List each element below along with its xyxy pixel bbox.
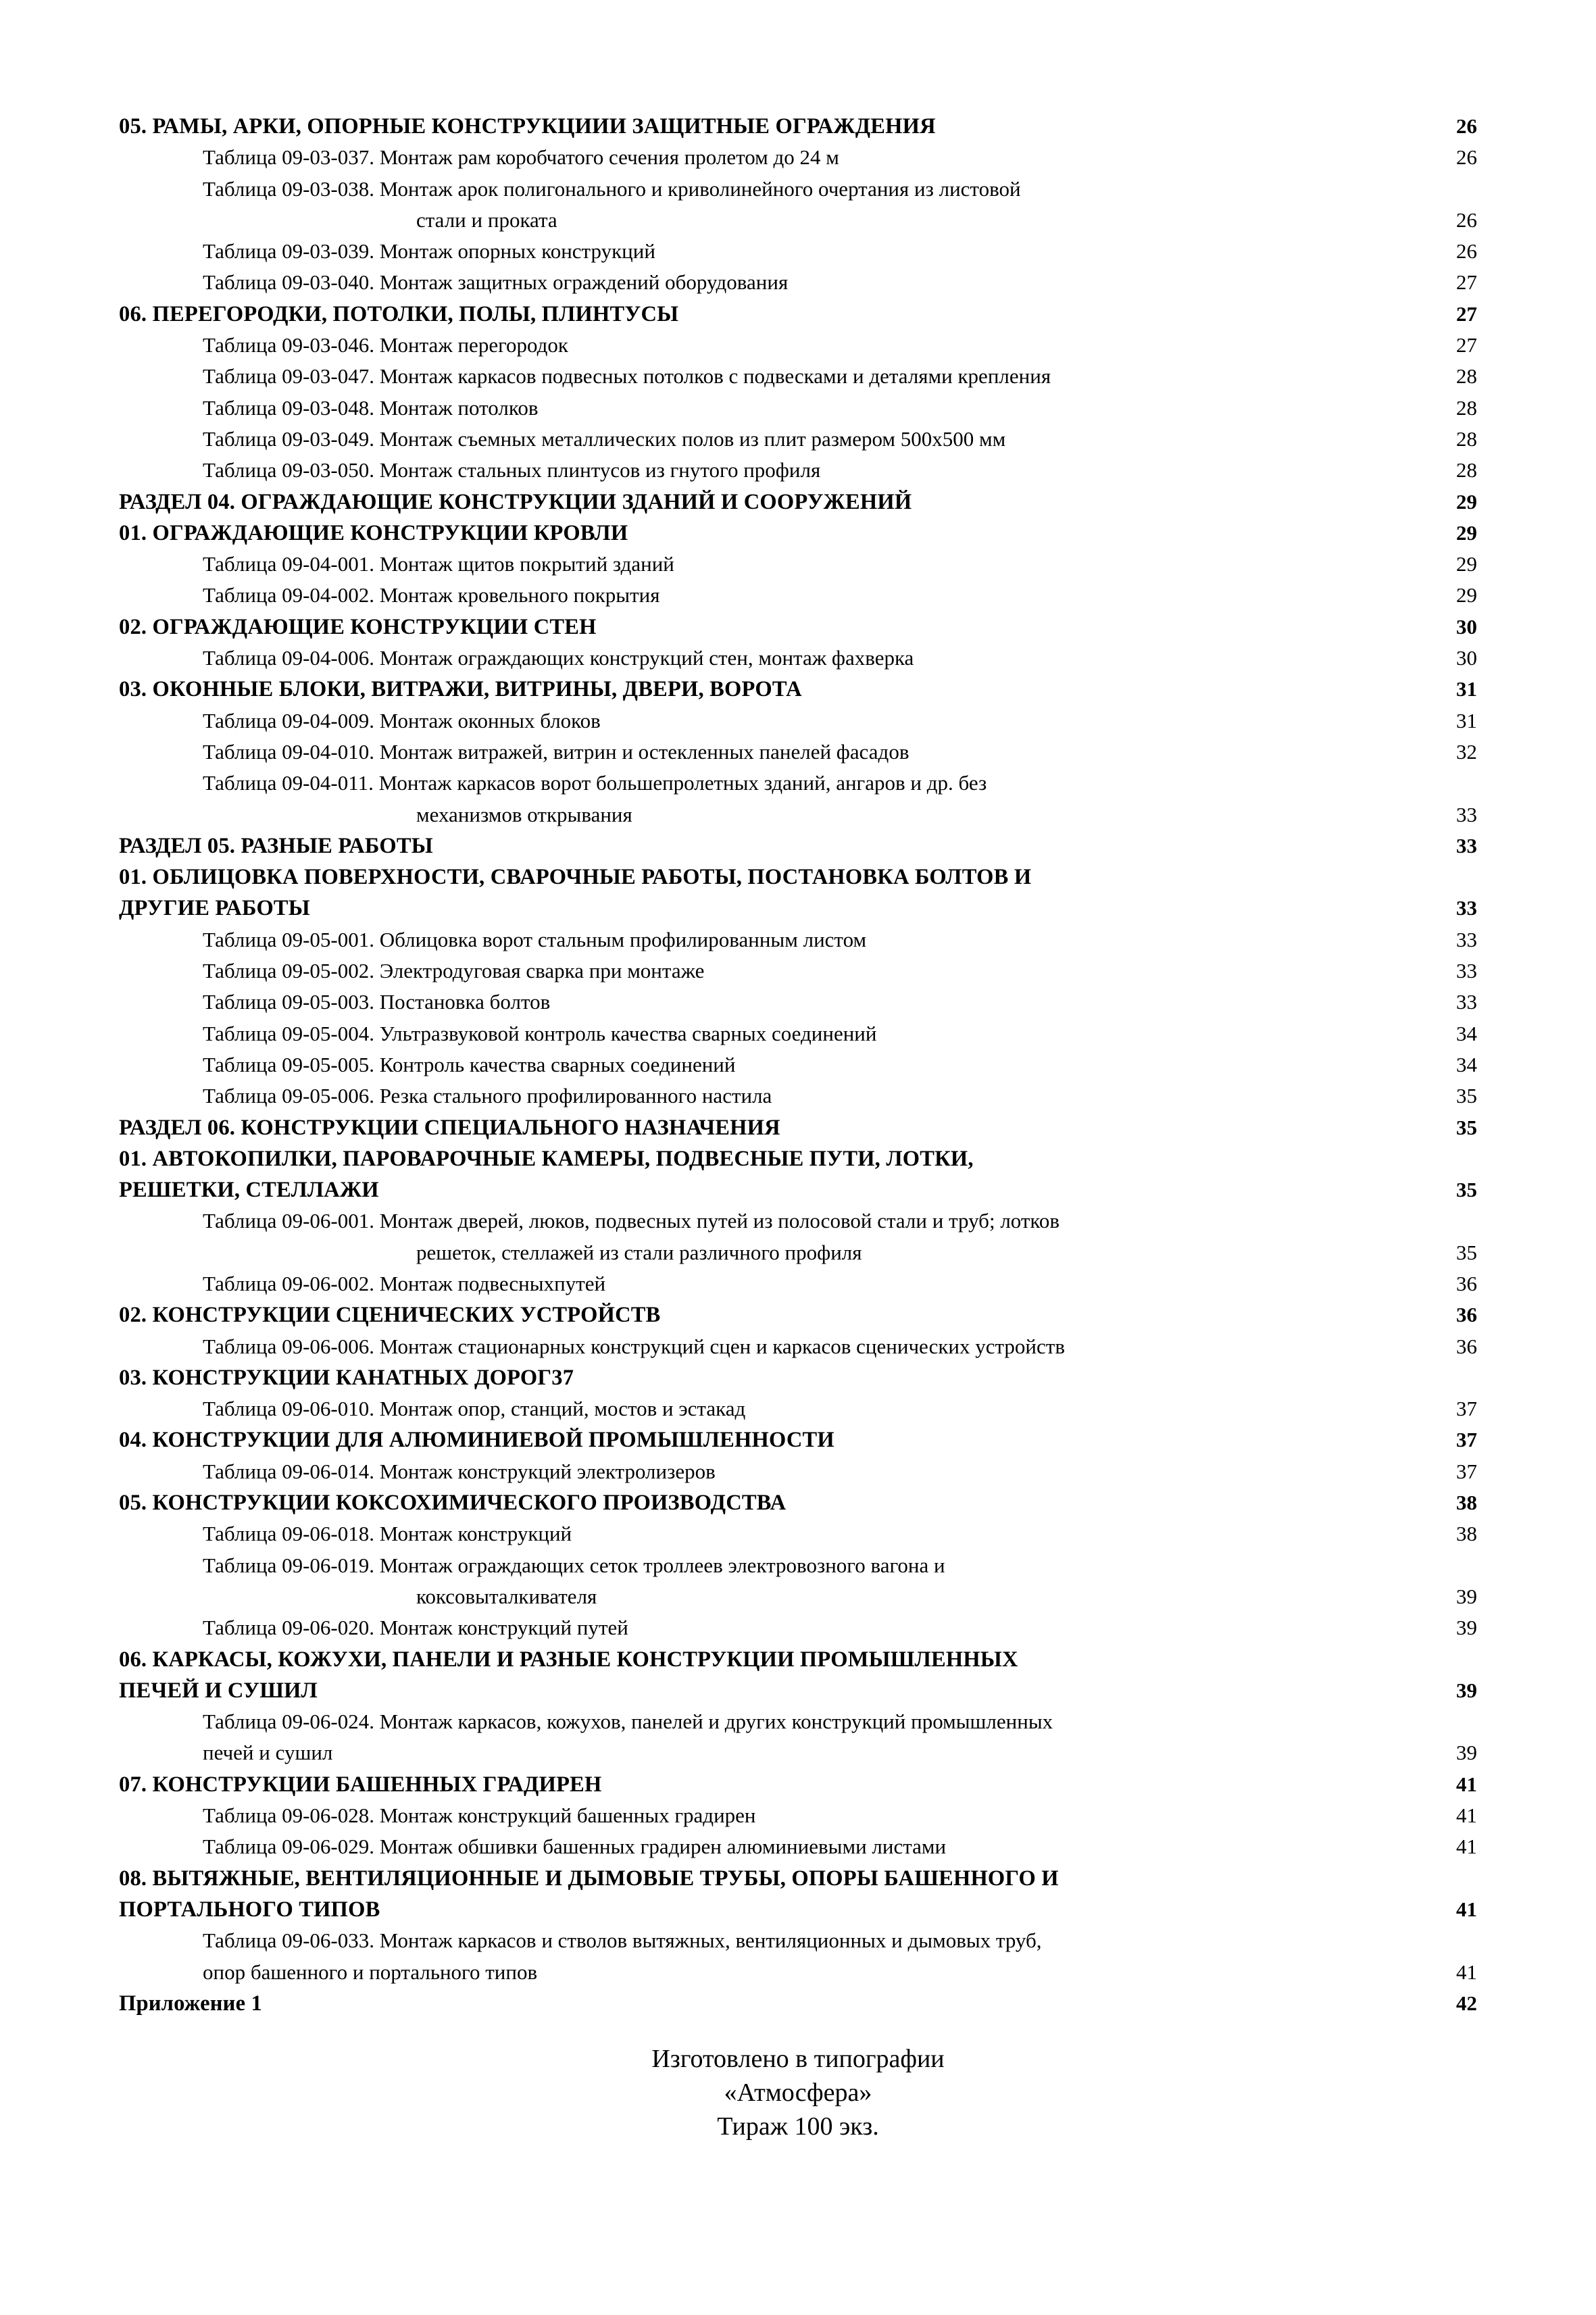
toc-page-number: 26 <box>1456 207 1477 232</box>
table-of-contents <box>119 111 1477 2019</box>
toc-entry-title: коксовыталкивателя <box>416 1584 597 1608</box>
toc-entry <box>119 236 1477 267</box>
toc-entry-title: Таблица 09-03-038. Монтаж арок полигонального и криволинейного очертания из листовой <box>203 176 1021 201</box>
toc-entry-title: Таблица 09-06-006. Монтаж стационарных конструкций сцен и каркасов сценических устройств <box>203 1334 1065 1358</box>
toc-page-number: 28 <box>1456 364 1477 389</box>
toc-page-number: 29 <box>1456 552 1477 576</box>
toc-page-number: 26 <box>1456 145 1477 170</box>
toc-page-number: 28 <box>1456 426 1477 451</box>
toc-page-number: 34 <box>1456 1052 1477 1076</box>
toc-entry-title: Таблица 09-05-004. Ультразвуковой контроль качества сварных соединений <box>203 1021 877 1045</box>
toc-entry-title: Таблица 09-06-033. Монтаж каркасов и стволов вытяжных, вентиляционных и дымовых труб, <box>203 1928 1042 1953</box>
toc-page-number: 36 <box>1456 1334 1477 1358</box>
toc-page-number: 37 <box>1456 1459 1477 1483</box>
toc-entry <box>119 987 1477 1018</box>
toc-page-number: 27 <box>1456 301 1477 326</box>
toc-entry-title: 01. ОБЛИЦОВКА ПОВЕРХНОСТИ, СВАРОЧНЫЕ РАБОТЫ, ПОСТАНОВКА БОЛТОВ И <box>119 865 1032 890</box>
toc-entry-title: Таблица 09-03-048. Монтаж потолков <box>203 395 539 420</box>
toc-entry-title: 02. КОНСТРУКЦИИ СЦЕНИЧЕСКИХ УСТРОЙСТВ <box>119 1303 661 1328</box>
toc-entry-title: Таблица 09-04-009. Монтаж оконных блоков <box>203 708 601 732</box>
imprint-footer <box>0 2042 1596 2143</box>
toc-page-number: 36 <box>1456 1271 1477 1295</box>
toc-page-number: 33 <box>1456 896 1477 920</box>
toc-page-number: 41 <box>1456 1897 1477 1921</box>
toc-entry <box>119 1800 1477 1831</box>
toc-page-number: 35 <box>1456 1240 1477 1264</box>
toc-entry-title: Таблица 09-05-006. Резка стального профилированного настила <box>203 1084 772 1108</box>
toc-page-number: 30 <box>1456 614 1477 639</box>
toc-entry-title: Таблица 09-06-014. Монтаж конструкций электролизеров <box>203 1459 716 1483</box>
toc-heading <box>119 1487 1477 1518</box>
toc-heading <box>119 1424 1477 1455</box>
toc-entry <box>119 142 1477 173</box>
toc-entry-title: 05. КОНСТРУКЦИИ КОКСОХИМИЧЕСКОГО ПРОИЗВОДСТВА <box>119 1491 787 1516</box>
toc-entry-title: 05. РАМЫ, АРКИ, ОПОРНЫЕ КОНСТРУКЦИИИ ЗАЩИТНЫЕ ОГРАЖДЕНИЯ <box>119 114 936 139</box>
toc-entry-title: 03. КОНСТРУКЦИИ КАНАТНЫХ ДОРОГ37 <box>119 1365 574 1390</box>
toc-entry <box>119 1737 1477 1768</box>
toc-entry-title: 03. ОКОННЫЕ БЛОКИ, ВИТРАЖИ, ВИТРИНЫ, ДВЕРИ, ВОРОТА <box>119 677 802 702</box>
toc-entry-title: Таблица 09-05-001. Облицовка ворот стальным профилированным листом <box>203 927 867 951</box>
toc-entry-title: ПЕЧЕЙ И СУШИЛ <box>119 1678 318 1703</box>
imprint-line-printer: Изготовлено в типографии <box>651 2045 945 2073</box>
toc-entry-title: Таблица 09-05-005. Контроль качества сварных соединений <box>203 1052 736 1076</box>
toc-entry <box>119 1612 1477 1643</box>
toc-page-number: 37 <box>1456 1397 1477 1421</box>
toc-heading <box>119 1362 1477 1393</box>
toc-entry <box>119 1518 1477 1549</box>
toc-entry <box>119 267 1477 298</box>
toc-page-number: 27 <box>1456 333 1477 357</box>
toc-entry-title: 07. КОНСТРУКЦИИ БАШЕННЫХ ГРАДИРЕН <box>119 1772 602 1797</box>
toc-entry-title: 01. АВТОКОПИЛКИ, ПАРОВАРОЧНЫЕ КАМЕРЫ, ПОДВЕСНЫЕ ПУТИ, ЛОТКИ, <box>119 1146 974 1171</box>
toc-entry-title: 01. ОГРАЖДАЮЩИЕ КОНСТРУКЦИИ КРОВЛИ <box>119 520 628 545</box>
toc-entry <box>119 705 1477 737</box>
toc-entry <box>119 1831 1477 1862</box>
toc-entry <box>119 580 1477 611</box>
toc-heading <box>119 518 1477 549</box>
toc-heading <box>119 674 1477 705</box>
toc-entry <box>119 1205 1477 1237</box>
toc-entry-title: Таблица 09-06-020. Монтаж конструкций путей <box>203 1616 628 1640</box>
toc-entry <box>119 174 1477 205</box>
toc-entry <box>119 1331 1477 1362</box>
toc-page-number: 28 <box>1456 458 1477 482</box>
toc-entry-title: 08. ВЫТЯЖНЫЕ, ВЕНТИЛЯЦИОННЫЕ И ДЫМОВЫЕ ТРУБЫ, ОПОРЫ БАШЕННОГО И <box>119 1866 1059 1891</box>
toc-entry <box>119 1706 1477 1737</box>
toc-page-number: 31 <box>1456 708 1477 732</box>
toc-page-number: 39 <box>1456 1616 1477 1640</box>
toc-heading <box>119 1894 1477 1925</box>
toc-entry-title: Таблица 09-06-001. Монтаж дверей, люков, подвесных путей из полосовой стали и труб; лотков <box>203 1209 1060 1233</box>
toc-page-number: 41 <box>1456 1960 1477 1984</box>
toc-entry <box>119 361 1477 392</box>
toc-page-number: 33 <box>1456 959 1477 983</box>
toc-entry-title: Таблица 09-03-049. Монтаж съемных металлических полов из плит размером 500x500 мм <box>203 426 1006 451</box>
toc-entry-title: Таблица 09-06-019. Монтаж ограждающих сеток троллеев электровозного вагона и <box>203 1553 945 1577</box>
toc-entry <box>119 1080 1477 1112</box>
toc-entry-title: механизмов открывания <box>416 802 632 826</box>
toc-entry <box>119 1957 1477 1988</box>
toc-entry-title: РАЗДЕЛ 04. ОГРАЖДАЮЩИЕ КОНСТРУКЦИИ ЗДАНИЙ И СООРУЖЕНИЙ <box>119 489 912 514</box>
toc-entry-title: Таблица 09-06-028. Монтаж конструкций башенных градирен <box>203 1803 756 1828</box>
toc-heading <box>119 893 1477 924</box>
toc-entry-title: Приложение 1 <box>119 1991 262 2016</box>
toc-entry <box>119 455 1477 486</box>
toc-entry <box>119 549 1477 580</box>
toc-entry <box>119 643 1477 674</box>
toc-entry-title: опор башенного и портального типов <box>203 1960 538 1984</box>
toc-page-number: 28 <box>1456 395 1477 420</box>
toc-entry <box>119 799 1477 830</box>
toc-heading <box>119 1299 1477 1330</box>
toc-page-number: 29 <box>1456 583 1477 607</box>
toc-entry-title: Таблица 09-03-040. Монтаж защитных ограждений оборудования <box>203 270 789 295</box>
toc-entry-title: Таблица 09-04-011. Монтаж каркасов ворот большепролетных зданий, ангаров и др. без <box>203 771 987 795</box>
toc-heading <box>119 1143 1477 1174</box>
toc-page-number: 29 <box>1456 489 1477 514</box>
toc-entry-title: РАЗДЕЛ 05. РАЗНЫЕ РАБОТЫ <box>119 833 433 858</box>
toc-page-number: 26 <box>1456 114 1477 138</box>
toc-entry <box>119 1393 1477 1424</box>
toc-entry-title: Таблица 09-03-050. Монтаж стальных плинтусов из гнутого профиля <box>203 458 821 482</box>
toc-entry-title: Таблица 09-03-037. Монтаж рам коробчатого сечения пролетом до 24 м <box>203 145 839 170</box>
toc-page-number: 41 <box>1456 1772 1477 1796</box>
toc-heading <box>119 1988 1477 2019</box>
toc-entry <box>119 1456 1477 1487</box>
toc-entry-title: 04. КОНСТРУКЦИИ ДЛЯ АЛЮМИНИЕВОЙ ПРОМЫШЛЕННОСТИ <box>119 1428 834 1453</box>
toc-entry <box>119 768 1477 799</box>
toc-page-number: 32 <box>1456 739 1477 764</box>
toc-entry <box>119 424 1477 455</box>
toc-page-number: 39 <box>1456 1584 1477 1608</box>
toc-heading <box>119 1644 1477 1675</box>
toc-page-number: 33 <box>1456 802 1477 826</box>
toc-heading <box>119 487 1477 518</box>
toc-entry-title: ДРУГИЕ РАБОТЫ <box>119 896 310 921</box>
toc-page-number: 26 <box>1456 239 1477 264</box>
toc-page-number: 33 <box>1456 927 1477 951</box>
toc-entry-title: решеток, стеллажей из стали различного профиля <box>416 1240 862 1264</box>
toc-entry <box>119 955 1477 987</box>
toc-heading <box>119 830 1477 862</box>
toc-entry <box>119 1237 1477 1268</box>
toc-page-number: 42 <box>1456 1991 1477 2015</box>
toc-entry-title: Таблица 09-06-002. Монтаж подвесныхпутей <box>203 1271 606 1295</box>
toc-page-number: 27 <box>1456 270 1477 295</box>
toc-entry-title: ПОРТАЛЬНОГО ТИПОВ <box>119 1897 380 1922</box>
toc-page-number: 34 <box>1456 1021 1477 1045</box>
toc-entry-title: Таблица 09-06-010. Монтаж опор, станций, мостов и эстакад <box>203 1397 746 1421</box>
toc-heading <box>119 1675 1477 1706</box>
toc-heading <box>119 1769 1477 1800</box>
toc-heading <box>119 1863 1477 1894</box>
toc-entry <box>119 1581 1477 1612</box>
toc-entry <box>119 1268 1477 1299</box>
toc-entry-title: 06. КАРКАСЫ, КОЖУХИ, ПАНЕЛИ И РАЗНЫЕ КОНСТРУКЦИИ ПРОМЫШЛЕННЫХ <box>119 1647 1018 1672</box>
toc-entry-title: РЕШЕТКИ, СТЕЛЛАЖИ <box>119 1178 379 1203</box>
toc-entry <box>119 1550 1477 1581</box>
toc-page-number: 39 <box>1456 1678 1477 1702</box>
toc-page-number: 30 <box>1456 646 1477 670</box>
toc-entry-title: РАЗДЕЛ 06. КОНСТРУКЦИИ СПЕЦИАЛЬНОГО НАЗНАЧЕНИЯ <box>119 1115 780 1140</box>
toc-heading <box>119 612 1477 643</box>
toc-page-number: 31 <box>1456 677 1477 701</box>
toc-entry-title: Таблица 09-05-003. Постановка болтов <box>203 990 551 1014</box>
toc-heading <box>119 299 1477 330</box>
toc-entry-title: стали и проката <box>416 207 557 232</box>
toc-entry-title: Таблица 09-03-046. Монтаж перегородок <box>203 333 568 357</box>
toc-entry <box>119 924 1477 955</box>
toc-page-number: 33 <box>1456 833 1477 857</box>
toc-heading <box>119 862 1477 893</box>
toc-entry <box>119 737 1477 768</box>
toc-page-number: 41 <box>1456 1835 1477 1859</box>
toc-heading <box>119 1112 1477 1143</box>
toc-entry-title: Таблица 09-04-002. Монтаж кровельного покрытия <box>203 583 660 607</box>
toc-page-number: 36 <box>1456 1303 1477 1327</box>
toc-entry-title: Таблица 09-04-010. Монтаж витражей, витрин и остекленных панелей фасадов <box>203 739 909 764</box>
toc-entry-title: 06. ПЕРЕГОРОДКИ, ПОТОЛКИ, ПОЛЫ, ПЛИНТУСЫ <box>119 301 679 326</box>
toc-entry-title: Таблица 09-03-047. Монтаж каркасов подвесных потолков с подвесками и деталями крепления <box>203 364 1051 389</box>
toc-page-number: 38 <box>1456 1522 1477 1546</box>
toc-heading <box>119 1174 1477 1205</box>
toc-page-number: 41 <box>1456 1803 1477 1828</box>
toc-page-number: 38 <box>1456 1491 1477 1515</box>
toc-heading <box>119 111 1477 142</box>
toc-entry-title: Таблица 09-06-024. Монтаж каркасов, кожухов, панелей и других конструкций промышленных <box>203 1710 1053 1734</box>
toc-page-number: 39 <box>1456 1741 1477 1765</box>
imprint-line-print-run: Тираж 100 экз. <box>717 2112 879 2141</box>
toc-entry <box>119 393 1477 424</box>
toc-entry-title: Таблица 09-05-002. Электродуговая сварка при монтаже <box>203 959 705 983</box>
toc-entry <box>119 1049 1477 1080</box>
toc-entry-title: Таблица 09-04-006. Монтаж ограждающих конструкций стен, монтаж фахверка <box>203 646 914 670</box>
toc-entry-title: Таблица 09-04-001. Монтаж щитов покрытий зданий <box>203 552 674 576</box>
toc-entry <box>119 1925 1477 1956</box>
toc-page-number: 35 <box>1456 1115 1477 1139</box>
toc-entry <box>119 1018 1477 1049</box>
toc-page-number: 29 <box>1456 520 1477 545</box>
toc-entry-title: печей и сушил <box>203 1741 333 1765</box>
toc-page-number: 35 <box>1456 1084 1477 1108</box>
imprint-line-printer-name: «Атмосфера» <box>724 2078 872 2107</box>
toc-entry-title: Таблица 09-06-029. Монтаж обшивки башенных градирен алюминиевыми листами <box>203 1835 947 1859</box>
toc-page-number: 37 <box>1456 1428 1477 1452</box>
toc-entry-title: 02. ОГРАЖДАЮЩИЕ КОНСТРУКЦИИ СТЕН <box>119 614 597 639</box>
toc-page-number: 35 <box>1456 1178 1477 1202</box>
toc-entry <box>119 330 1477 361</box>
toc-entry-title: Таблица 09-06-018. Монтаж конструкций <box>203 1522 572 1546</box>
toc-page-number: 33 <box>1456 990 1477 1014</box>
toc-entry-title: Таблица 09-03-039. Монтаж опорных конструкций <box>203 239 655 264</box>
toc-entry <box>119 205 1477 236</box>
